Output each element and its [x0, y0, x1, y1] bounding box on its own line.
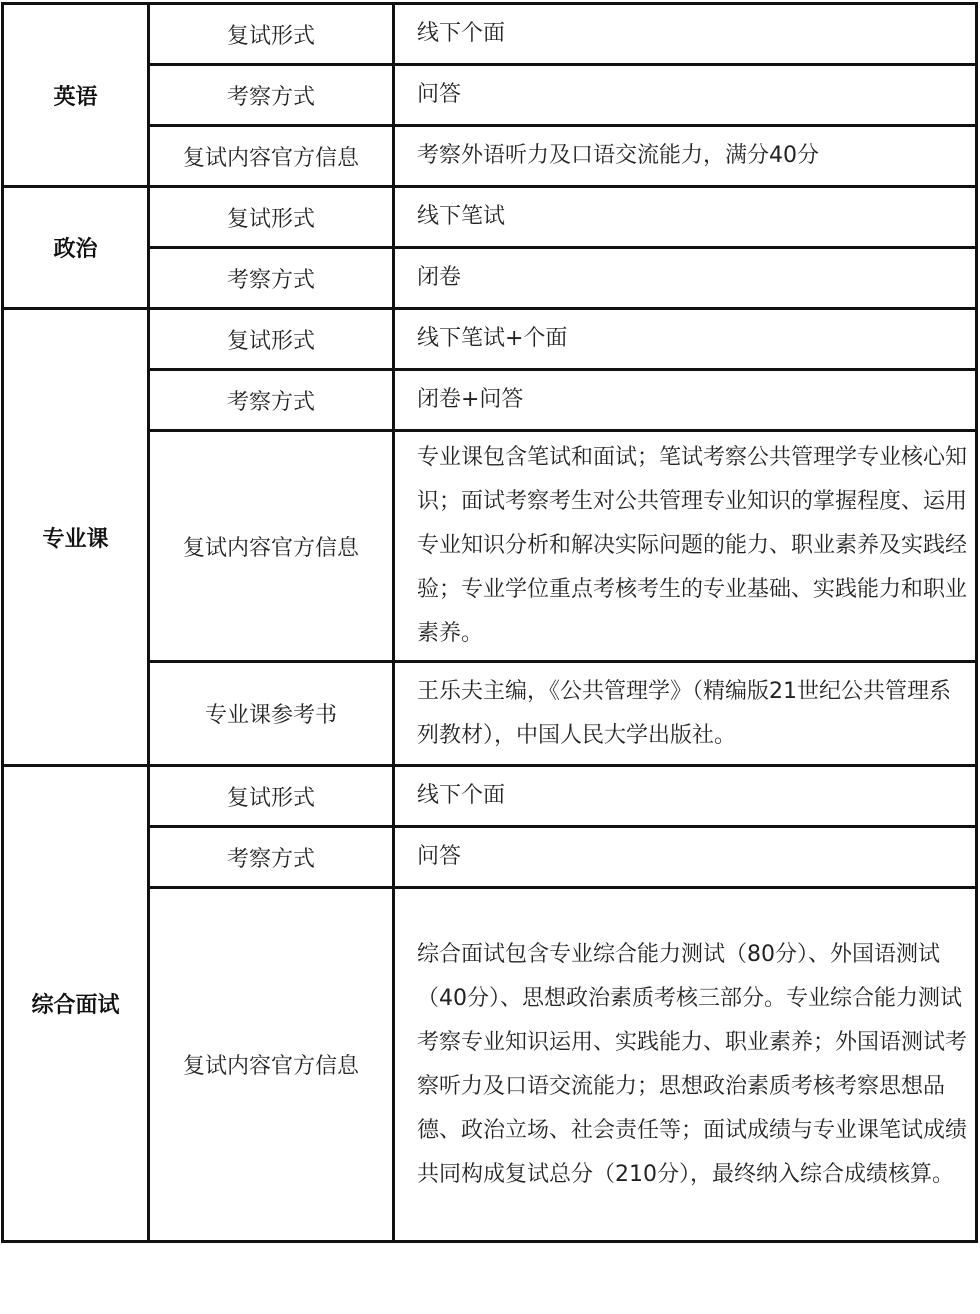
table-row [3, 827, 977, 888]
item-cell: 复试内容官方信息 [149, 431, 394, 662]
value-cell: 专业课包含笔试和面试；笔试考察公共管理学专业核心知识；面试考察考生对公共管理专业知识的掌握程度、运用专业知识分析和解决实际问题的能力、职业素养及实践经验；专业学位重点考核考生的专业基础、实践能力和职业素养。 [394, 431, 977, 662]
item-cell: 考察方式 [149, 370, 394, 431]
table-row [3, 65, 977, 126]
value-cell: 考察外语听力及口语交流能力，满分40分 [394, 126, 977, 187]
subject-cell-comprehensive-interview: 综合面试 [3, 766, 149, 1242]
value-cell: 问答 [394, 827, 977, 888]
table-row [3, 662, 977, 766]
item-cell: 复试形式 [149, 309, 394, 370]
table-row [3, 4, 977, 65]
subject-cell-english: 英语 [3, 4, 149, 187]
value-cell: 综合面试包含专业综合能力测试（80分）、外国语测试（40分）、思想政治素质考核三部分。专业综合能力测试考察专业知识运用、实践能力、职业素养；外国语测试考察听力及口语交流能力；思想政治素质考核考察思想品德、政治立场、社会责任等；面试成绩与专业课笔试成绩共同构成复试总分（210分），最终纳入综合成绩核算。 [394, 888, 977, 1242]
retest-info-table [1, 2, 978, 1243]
value-cell: 闭卷+问答 [394, 370, 977, 431]
value-cell: 闭卷 [394, 248, 977, 309]
table-row [3, 126, 977, 187]
item-cell: 考察方式 [149, 248, 394, 309]
value-cell: 王乐夫主编，《公共管理学》（精编版21世纪公共管理系列教材），中国人民大学出版社。 [394, 662, 977, 766]
item-cell: 专业课参考书 [149, 662, 394, 766]
item-cell: 考察方式 [149, 65, 394, 126]
value-cell: 线下个面 [394, 766, 977, 827]
value-cell: 线下笔试+个面 [394, 309, 977, 370]
table-row [3, 187, 977, 248]
item-cell: 复试内容官方信息 [149, 888, 394, 1242]
item-cell: 复试形式 [149, 187, 394, 248]
table-row [3, 431, 977, 662]
table-row [3, 248, 977, 309]
value-cell: 问答 [394, 65, 977, 126]
value-cell: 线下个面 [394, 4, 977, 65]
item-cell: 复试形式 [149, 766, 394, 827]
item-cell: 复试内容官方信息 [149, 126, 394, 187]
table-row [3, 888, 977, 1242]
table-row [3, 766, 977, 827]
item-cell: 考察方式 [149, 827, 394, 888]
table-row [3, 309, 977, 370]
table-row [3, 370, 977, 431]
subject-cell-politics: 政治 [3, 187, 149, 309]
subject-cell-major-course: 专业课 [3, 309, 149, 766]
item-cell: 复试形式 [149, 4, 394, 65]
value-cell: 线下笔试 [394, 187, 977, 248]
